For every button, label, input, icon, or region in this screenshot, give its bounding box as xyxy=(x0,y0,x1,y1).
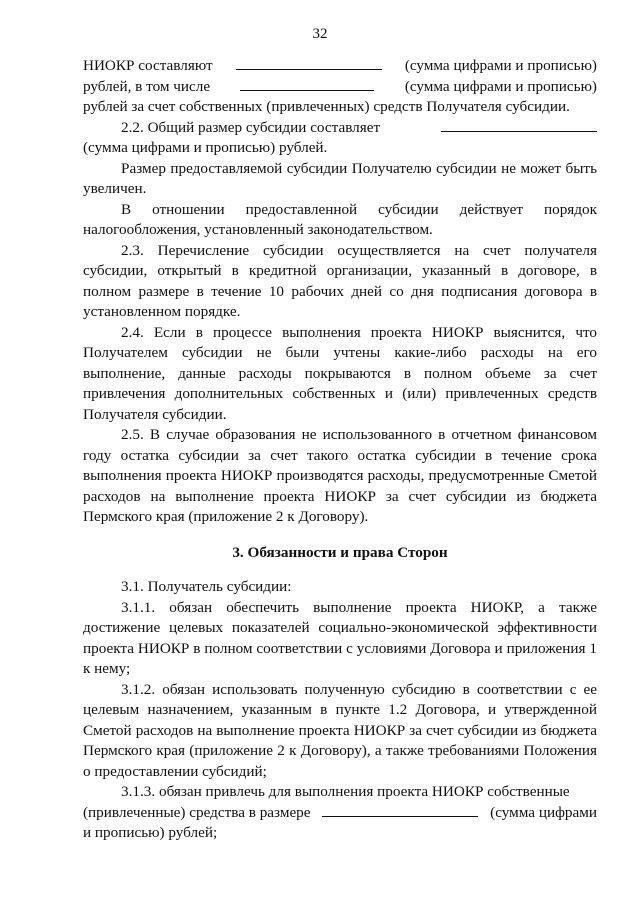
text-fragment: (сумма цифрами xyxy=(490,803,597,821)
paragraph: 3.1.2. обязан использовать полученную субсидию в соответствии с ее целевым назначением, указанным в пункте 1.2 Договора, и утвержденной Сметой расходов на выполнение проекта НИОКР за счет субсидии из бюджета Пермского края (приложение 2 к Договору), а также требованиями Положения о предоставлении субсидий; xyxy=(83,680,597,780)
paragraph: 3.1.1. обязан обеспечить выполнение проекта НИОКР, а также достижение целевых показателей социально-экономической эффективности проекта НИОКР в полном соответствии с условиями Договора и приложения 1 к нему; xyxy=(83,598,597,677)
paragraph-line xyxy=(83,803,597,824)
text-fragment: НИОКР составляют xyxy=(83,57,213,74)
fill-in-blank xyxy=(236,56,382,70)
paragraph: 3.1. Получатель субсидии: xyxy=(121,578,292,595)
paragraph-line xyxy=(83,118,597,139)
paragraph: 2.3. Перечисление субсидии осуществляется на счет получателя субсидии, открытый в кредитной организации, указанный в договоре, в полном размере в течение 10 рабочих дней со дня подписания договора в установленном порядке. xyxy=(83,241,597,320)
paragraph-line: (сумма цифрами и прописью) рублей. xyxy=(83,139,328,156)
paragraph-line xyxy=(83,56,597,77)
paragraph: 2.5. В случае образования не использованного в отчетном финансовом году остатка субсидии за счет такого остатка субсидии в течение срока выполнения проекта НИОКР производятся расходы, предусмотренные Сметой расходов на выполнение проекта НИОКР за счет субсидии из бюджета Пермского края (приложение 2 к Договору). xyxy=(83,426,597,525)
paragraph: В отношении предоставленной субсидии действует порядок налогообложения, установленный законодательством. xyxy=(83,200,597,238)
text-fragment: (сумма цифрами и прописью) xyxy=(404,57,597,74)
section-heading: 3. Обязанности и права Сторон xyxy=(232,543,448,561)
text-fragment: (привлеченные) средства в размере xyxy=(83,803,311,821)
paragraph-line: 3.1.3. обязан привлечь для выполнения проекта НИОКР собственные xyxy=(121,783,570,800)
text-fragment: рублей, в том числе xyxy=(83,77,211,95)
fill-in-blank xyxy=(322,803,478,817)
paragraph: 2.4. Если в процессе выполнения проекта НИОКР выяснится, что Получателем субсидии не были учтены какие-либо расходы на его выполнение, данные расходы покрываются в полном объеме за счет привлечения дополнительных собственных и (или) привлеченных средств Получателя субсидии. xyxy=(83,323,597,423)
text-fragment: (сумма цифрами и прописью) xyxy=(404,77,597,95)
paragraph-line xyxy=(83,77,597,98)
page-number: 32 xyxy=(312,26,328,42)
text-fragment: 2.2. Общий размер субсидии составляет xyxy=(121,118,381,136)
fill-in-blank xyxy=(240,77,374,91)
fill-in-blank xyxy=(441,118,597,132)
paragraph-line: и прописью) рублей; xyxy=(83,824,218,841)
paragraph: Размер предоставляемой субсидии Получателю субсидии не может быть увеличен. xyxy=(83,159,597,197)
document-body xyxy=(83,56,597,844)
paragraph-line: рублей за счет собственных (привлеченных) средств Получателя субсидии. xyxy=(83,98,570,115)
